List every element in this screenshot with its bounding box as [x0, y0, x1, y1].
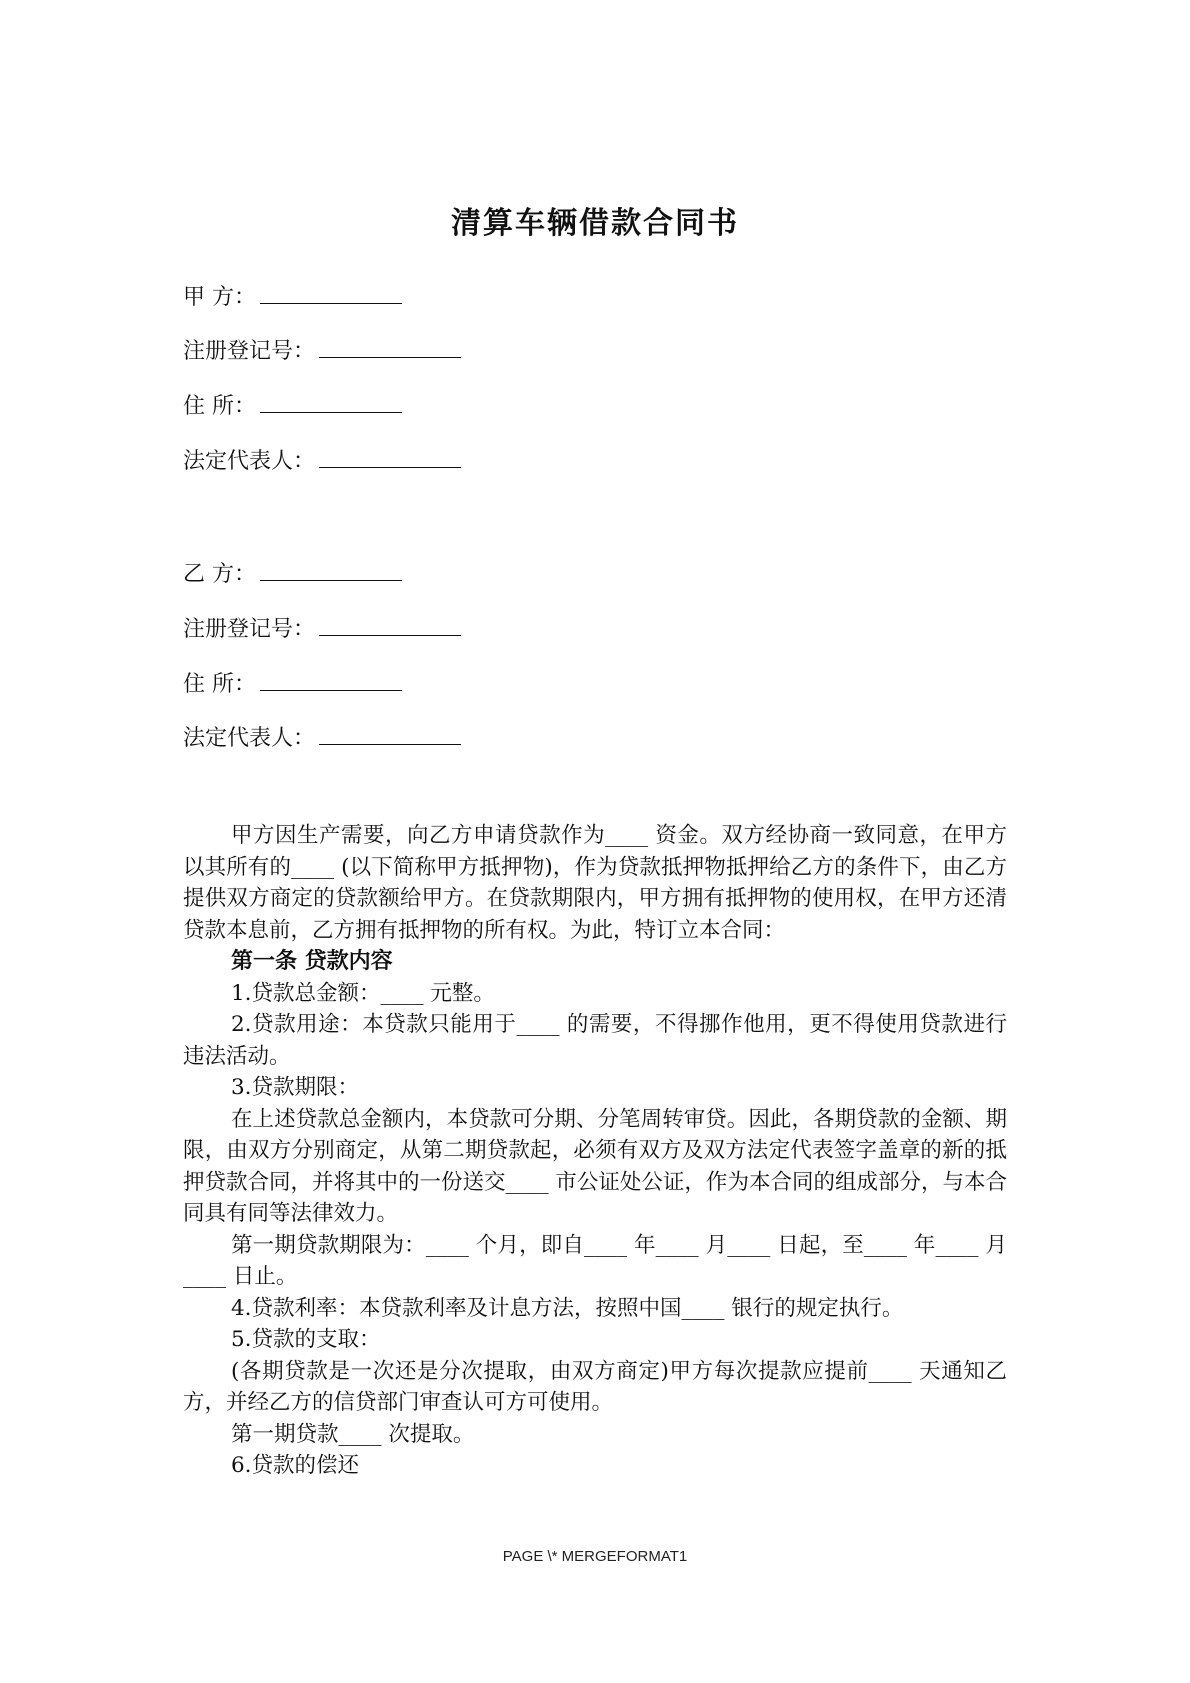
- clause-first-withdrawal: 第一期贷款____ 次提取。: [231, 1421, 475, 1447]
- party-b-representative-field: [183, 722, 461, 754]
- clause-withdrawal-detail: (各期贷款是一次还是分次提取，由双方商定)甲方每次提款应提前____ 天通知乙方，并经乙方的信贷部门审查认可方可使用。: [183, 1358, 1007, 1415]
- clause-repayment: 6.贷款的偿还: [231, 1453, 360, 1478]
- contract-body: [183, 820, 1007, 1482]
- blank-line: [319, 722, 461, 745]
- party-b-address-field: [183, 668, 402, 700]
- clause-loan-term: 3.贷款期限：: [231, 1075, 360, 1100]
- page-footer: PAGE \* MERGEFORMAT1: [502, 1548, 688, 1565]
- field-label: 住 所：: [183, 672, 256, 697]
- field-label: 乙 方：: [183, 562, 256, 587]
- document-title: 清算车辆借款合同书: [451, 206, 739, 241]
- field-label: 甲 方：: [183, 285, 256, 310]
- party-a-address-field: [183, 390, 402, 422]
- clause-interest-rate: 4.贷款利率：本贷款利率及计息方法，按照中国____ 银行的规定执行。: [231, 1295, 904, 1321]
- blank-line: [319, 335, 461, 358]
- party-b-registration-field: [183, 613, 461, 645]
- field-label: 住 所：: [183, 394, 256, 419]
- field-label: 注册登记号：: [183, 617, 316, 642]
- party-b-name-field: [183, 558, 402, 590]
- party-a-representative-field: [183, 445, 461, 477]
- blank-line: [260, 558, 402, 581]
- field-label: 注册登记号：: [183, 339, 316, 364]
- field-label: 法定代表人：: [183, 449, 316, 474]
- blank-line: [260, 390, 402, 413]
- article-1-heading: 第一条 贷款内容: [231, 948, 393, 974]
- clause-withdrawal: 5.贷款的支取：: [231, 1327, 381, 1352]
- blank-line: [319, 445, 461, 468]
- clause-loan-purpose: 2.贷款用途：本贷款只能用于____ 的需要，不得挪作他用，更不得使用贷款进行违法活动。: [183, 1012, 1007, 1069]
- blank-line: [319, 613, 461, 636]
- clause-first-period: 第一期贷款期限为：____ 个月，即自____ 年____ 月____ 日起，至____ 年____ 月____ 日止。: [183, 1232, 1007, 1289]
- blank-line: [260, 281, 402, 304]
- field-label: 法定代表人：: [183, 726, 316, 751]
- clause-loan-term-detail: 在上述贷款总金额内，本贷款可分期、分笔周转审贷。因此，各期贷款的金额、期限，由双方分别商定，从第二期贷款起，必须有双方及双方法定代表签字盖章的新的抵押贷款合同，并将其中的一份送交____ 市公证处公证，作为本合同的组成部分，与本合同具有同等法律效力。: [183, 1106, 1007, 1226]
- blank-line: [260, 668, 402, 691]
- clause-loan-amount: 1.贷款总金额：____ 元整。: [231, 980, 495, 1006]
- party-a-name-field: [183, 281, 402, 313]
- preamble-paragraph: 甲方因生产需要，向乙方申请贷款作为____ 资金。双方经协商一致同意，在甲方以其所有的____ (以下简称甲方抵押物)，作为贷款抵押物抵押给乙方的条件下，由乙方提供双方商定的贷款额给甲方。在贷款期限内，甲方拥有抵押物的使用权，在甲方还清贷款本息前，乙方拥有抵押物的所有权。为此，特订立本合同：: [183, 823, 1007, 943]
- party-a-registration-field: [183, 335, 461, 367]
